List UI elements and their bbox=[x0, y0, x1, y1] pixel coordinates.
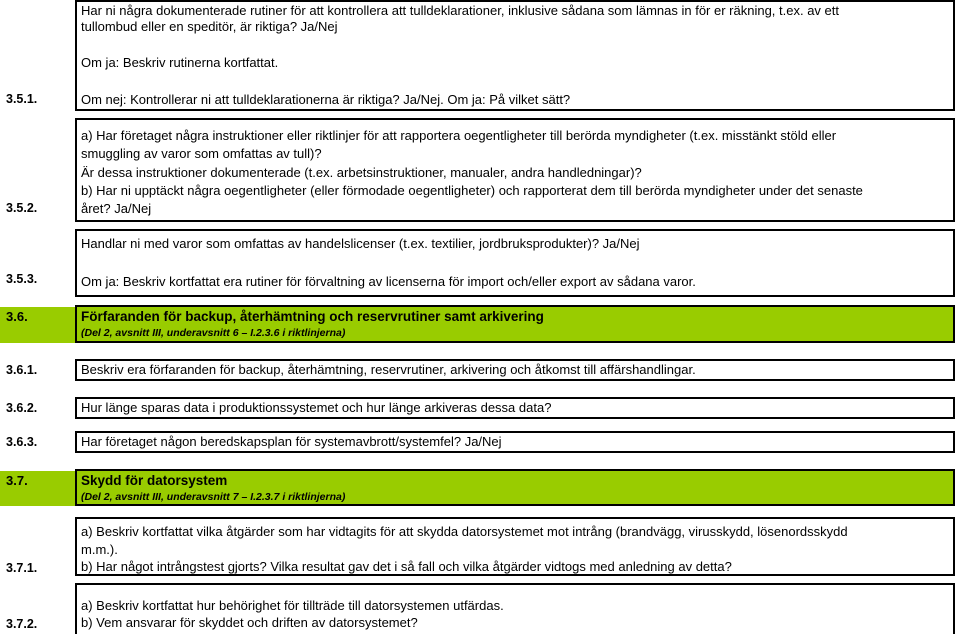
section-number: 3.6. bbox=[0, 307, 75, 343]
question-box-3-5-1 bbox=[75, 0, 955, 111]
question-text: b) Har något intrångstest gjorts? Vilka resultat gav det i så fall och vilka åtgärder vidtogs med anledning av detta? bbox=[81, 559, 732, 574]
question-number: 3.7.1. bbox=[6, 561, 38, 575]
question-text: b) Vem ansvarar för skyddet och driften av datorsystemet? bbox=[81, 615, 418, 630]
question-text: Beskriv era förfaranden för backup, återhämtning, reservrutiner, arkivering och åtkomst till affärshandlingar. bbox=[81, 362, 696, 377]
section-header-3-7 bbox=[75, 469, 955, 506]
question-number: 3.6.2. bbox=[6, 401, 38, 415]
question-number: 3.6.1. bbox=[6, 363, 38, 377]
question-number: 3.7.2. bbox=[6, 617, 38, 631]
section-subtitle: (Del 2, avsnitt III, underavsnitt 6 – I.2.3.6 i riktlinjerna) bbox=[81, 327, 346, 339]
question-text: Handlar ni med varor som omfattas av handelslicenser (t.ex. textilier, jordbruksprodukter)? Ja/Nej bbox=[81, 236, 640, 251]
question-text: a) Har företaget några instruktioner eller riktlinjer för att rapportera oegentligheter till berörda myndigheter (t.ex. misstänkt stöld eller bbox=[81, 128, 837, 143]
question-text: m.m.). bbox=[81, 542, 118, 557]
question-text: Har ni några dokumenterade rutiner för att kontrollera att tulldeklarationer, inklusive sådana som lämnas in för er räkning, t.ex. av ett bbox=[81, 3, 839, 18]
question-text: året? Ja/Nej bbox=[81, 201, 152, 216]
question-box-3-6-3 bbox=[75, 431, 955, 453]
question-text: a) Beskriv kortfattat vilka åtgärder som har vidtagits för att skydda datorsystemet mot intrång (brandvägg, virusskydd, lösenordsskydd bbox=[81, 524, 848, 539]
question-text: Har företaget någon beredskapsplan för systemavbrott/systemfel? Ja/Nej bbox=[81, 434, 502, 449]
question-box-3-6-2 bbox=[75, 397, 955, 419]
question-text: tullombud eller en speditör, är riktiga? Ja/Nej bbox=[81, 19, 338, 34]
question-text: Om ja: Beskriv rutinerna kortfattat. bbox=[81, 55, 279, 70]
question-box-3-6-1 bbox=[75, 359, 955, 381]
section-subtitle: (Del 2, avsnitt III, underavsnitt 7 – I.2.3.7 i riktlinjerna) bbox=[81, 491, 346, 503]
question-box-3-7-1 bbox=[75, 517, 955, 576]
question-box-3-5-2 bbox=[75, 118, 955, 222]
question-number: 3.5.3. bbox=[6, 272, 38, 286]
section-number: 3.7. bbox=[0, 471, 75, 506]
question-text: Om ja: Beskriv kortfattat era rutiner för förvaltning av licenserna för import och/eller export av sådana varor. bbox=[81, 274, 696, 289]
section-header-3-6 bbox=[75, 305, 955, 343]
question-text: Om nej: Kontrollerar ni att tulldeklarationerna är riktiga? Ja/Nej. Om ja: På vilket sätt? bbox=[81, 92, 571, 107]
question-text: b) Har ni upptäckt några oegentligheter (eller förmodade oegentligheter) och rapporterat dem till berörda myndigheter under det senaste bbox=[81, 183, 863, 198]
question-text: a) Beskriv kortfattat hur behörighet för tillträde till datorsystemen utfärdas. bbox=[81, 598, 504, 613]
question-text: smuggling av varor som omfattas av tull)? bbox=[81, 146, 322, 161]
question-number: 3.6.3. bbox=[6, 435, 38, 449]
question-text: Hur länge sparas data i produktionssystemet och hur länge arkiveras dessa data? bbox=[81, 400, 552, 415]
question-number: 3.5.1. bbox=[6, 92, 38, 106]
section-title: Skydd för datorsystem bbox=[81, 473, 228, 488]
question-box-3-7-2 bbox=[75, 583, 955, 634]
question-text: Är dessa instruktioner dokumenterade (t.ex. arbetsinstruktioner, manualer, andra handledningar)? bbox=[81, 165, 642, 180]
question-number: 3.5.2. bbox=[6, 201, 38, 215]
section-title: Förfaranden för backup, återhämtning och reservrutiner samt arkivering bbox=[81, 309, 544, 324]
question-box-3-5-3 bbox=[75, 229, 955, 297]
